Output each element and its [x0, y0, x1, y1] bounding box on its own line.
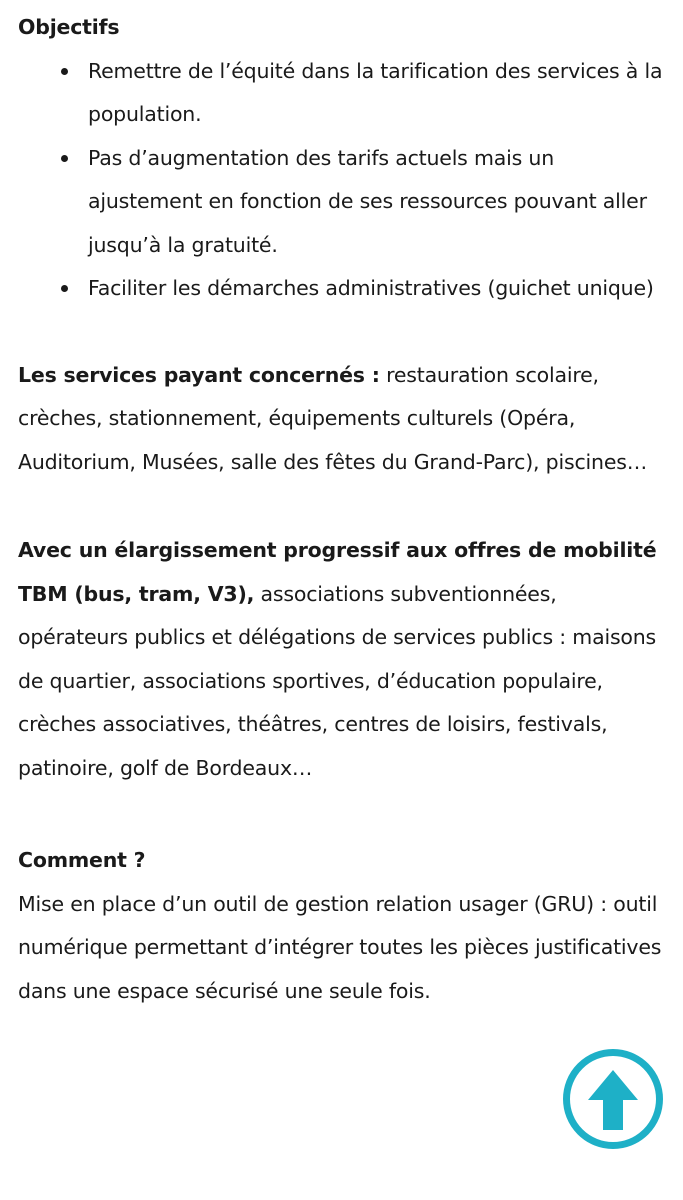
- objectifs-heading: Objectifs: [18, 15, 120, 39]
- list-item: [88, 137, 668, 268]
- arrow-up-icon: [570, 1056, 656, 1142]
- article-content: [18, 0, 668, 1013]
- elargissement-label: Avec un élargissement progressif aux offres de mobilité TBM (bus, tram, V3),: [18, 538, 657, 606]
- services-label: Les services payant concernés :: [18, 362, 380, 387]
- scroll-to-top-button[interactable]: [563, 1049, 663, 1149]
- services-paragraph: [18, 354, 668, 485]
- bullet-icon: [61, 285, 68, 292]
- services-text: restauration scolaire, crèches, stationnement, équipements culturels (Opéra, Auditorium, Musées, salle des fêtes du Grand-Parc), piscines…: [18, 362, 648, 474]
- objectif-text: Remettre de l’équité dans la tarification des services à la population.: [88, 58, 663, 126]
- list-item: [88, 267, 668, 311]
- elargissement-text: associations subventionnées, opérateurs publics et délégations de services publics : maisons de quartier, associations sportives, d’éducation populaire, crèches associatives, théâtres, centres de loisirs, festivals, patinoire, golf de Bordeaux…: [18, 581, 657, 780]
- comment-paragraph: Mise en place d’un outil de gestion relation usager (GRU) : outil numérique permettant d’intégrer toutes les pièces justificatives dans une espace sécurisé une seule fois.: [18, 891, 662, 1003]
- list-item: [88, 50, 668, 137]
- comment-heading: Comment ?: [18, 848, 146, 872]
- objectif-text: Faciliter les démarches administratives (guichet unique): [88, 276, 654, 300]
- objectif-text: Pas d’augmentation des tarifs actuels mais un ajustement en fonction de ses ressources pouvant aller jusqu’à la gratuité.: [88, 145, 647, 257]
- objectifs-list: [18, 50, 668, 311]
- bullet-icon: [61, 68, 68, 75]
- elargissement-paragraph: [18, 529, 668, 790]
- bullet-icon: [61, 155, 68, 162]
